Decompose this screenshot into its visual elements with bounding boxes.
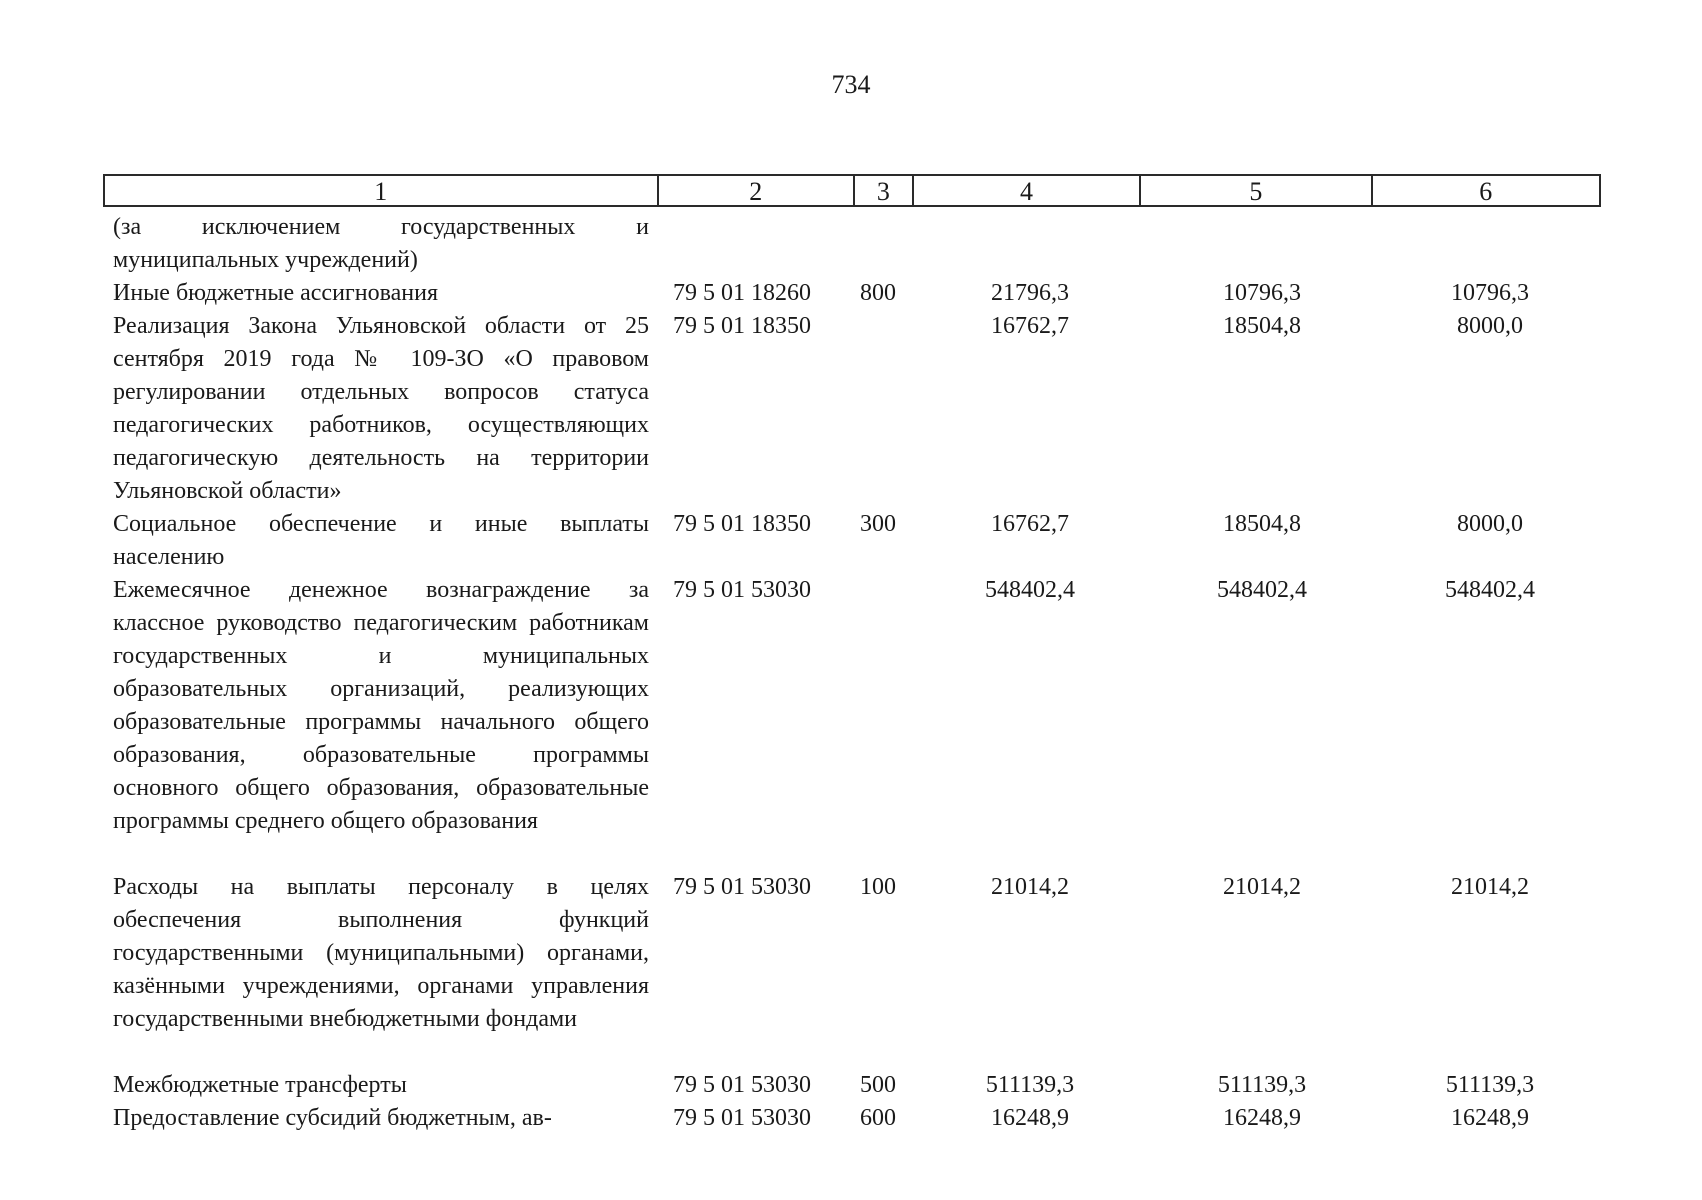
row-value-col6: 10796,3 [1451,280,1529,306]
row-value-col4: 548402,4 [985,577,1075,603]
row-target-code: 79 5 01 18350 [673,313,811,339]
row-value-col4: 511139,3 [985,1072,1075,1098]
row-expense-type: 800 [860,280,896,306]
row-value-col6: 8000,0 [1457,313,1523,339]
row-expense-type: 600 [860,1105,896,1131]
row-target-code: 79 5 01 53030 [673,1105,811,1131]
row-value-col4: 16762,7 [991,511,1069,537]
row-value-col6: 21014,2 [1451,874,1529,900]
row-description: Реализация Закона Ульяновской области от 25 сентября 2019 года № 109-ЗО «О правовом регулировании отдельных вопросов статуса педагогических работников, осуществляющих педагогическую деятельность на территории Ульяновской области» [113,313,649,504]
row-expense-type: 500 [860,1072,896,1098]
row-value-col6: 548402,4 [1445,577,1535,603]
header-cell-1: 1 [105,176,659,205]
row-target-code: 79 5 01 53030 [673,1072,811,1098]
table-header [103,174,1601,207]
row-value-col4: 16248,9 [991,1105,1069,1131]
row-value-col6: 8000,0 [1457,511,1523,537]
row-value-col5: 511139,3 [1217,1072,1307,1098]
row-description: Ежемесячное денежное вознаграждение за классное руководство педагогическим работникам государственных и муниципальных образовательных организаций, реализующих образовательные программы начального общего образования, образовательные программы основного общего образования, образовательные программы среднего общего образования [113,577,649,834]
row-value-col4: 21014,2 [991,874,1069,900]
row-value-col6: 16248,9 [1451,1105,1529,1131]
row-value-col4: 16762,7 [991,313,1069,339]
header-cell-5: 5 [1141,176,1372,205]
row-value-col5: 16248,9 [1223,1105,1301,1131]
header-cell-4: 4 [914,176,1141,205]
row-value-col4: 21796,3 [991,280,1069,306]
row-expense-type: 300 [860,511,896,537]
row-description: Межбюджетные трансферты [113,1072,407,1098]
row-value-col5: 18504,8 [1223,313,1301,339]
header-cell-6: 6 [1479,177,1493,206]
row-expense-type: 100 [860,874,896,900]
row-description: Расходы на выплаты персоналу в целях обеспечения выполнения функций государственными (муниципальными) органами, казёнными учреждениями, органами управления государственными внебюджетными фондами [113,874,649,1032]
page-number: 734 [831,70,871,99]
row-value-col5: 10796,3 [1223,280,1301,306]
row-description: Предоставление субсидий бюджетным, ав- [113,1105,552,1131]
row-target-code: 79 5 01 18350 [673,511,811,537]
row-value-col5: 548402,4 [1217,577,1307,603]
row-description: (за исключением государственных и муниципальных учреждений) [113,214,649,273]
row-value-col5: 21014,2 [1223,874,1301,900]
header-cell-2: 2 [659,176,855,205]
row-target-code: 79 5 01 18260 [673,280,811,306]
row-description: Социальное обеспечение и иные выплаты населению [113,511,649,570]
row-value-col6: 511139,3 [1445,1072,1535,1098]
header-cell-3: 3 [855,176,914,205]
row-value-col5: 18504,8 [1223,511,1301,537]
row-target-code: 79 5 01 53030 [673,874,811,900]
row-target-code: 79 5 01 53030 [673,577,811,603]
row-description: Иные бюджетные ассигнования [113,280,438,306]
